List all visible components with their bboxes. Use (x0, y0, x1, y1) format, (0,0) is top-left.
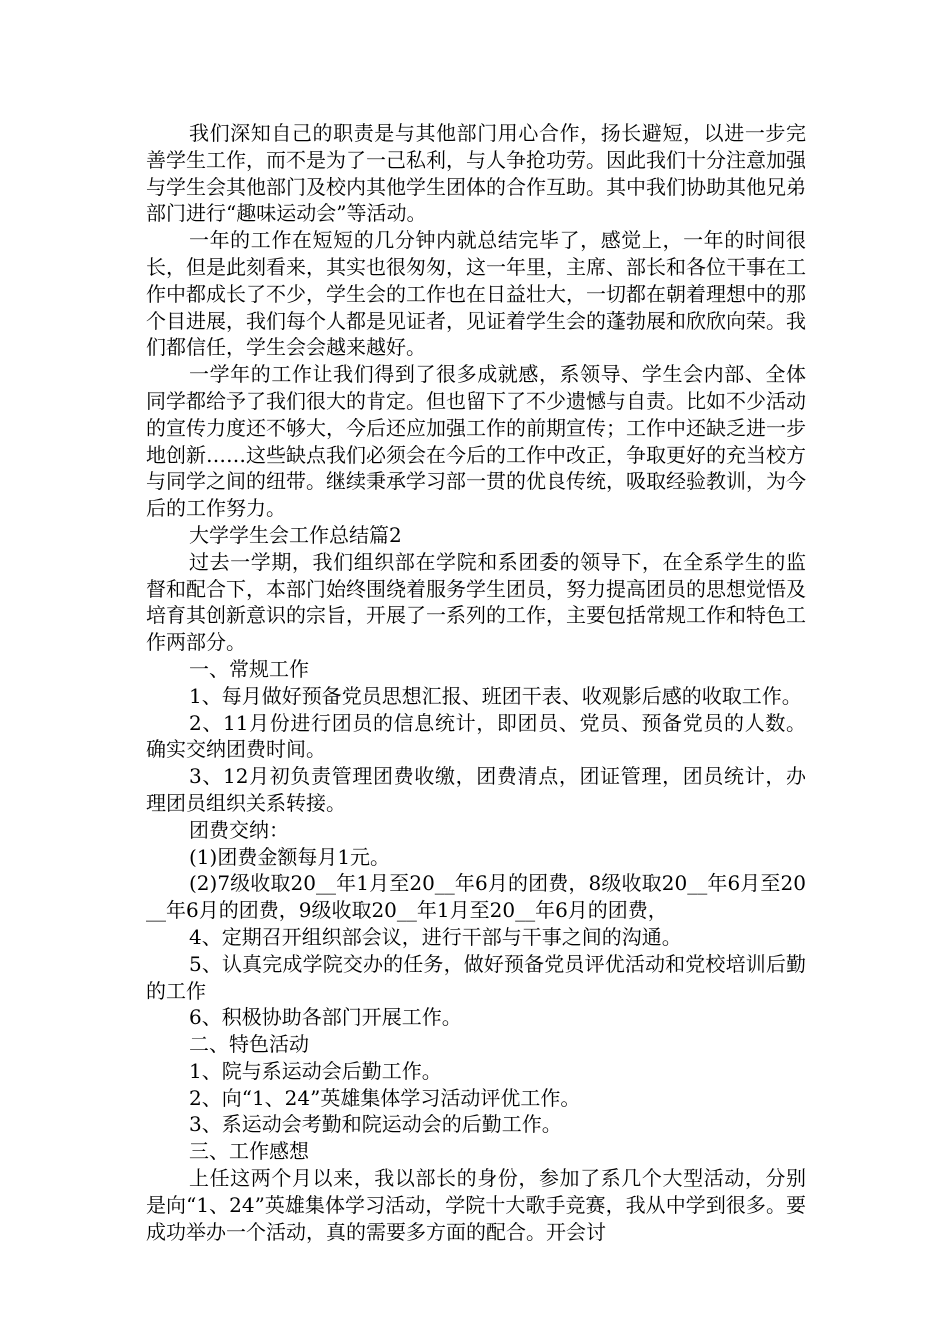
heading-fee-payment: 团费交纳： (189, 817, 289, 842)
section-title-part-2: 大学学生会工作总结篇2 (189, 522, 402, 547)
list-item-routine-4: 4、定期召开组织部会议，进行干部与干事之间的沟通。 (189, 924, 682, 949)
list-item-routine-6: 6、积极协助各部门开展工作。 (189, 1005, 462, 1030)
paragraph-achievements: 一学年的工作让我们得到了很多成就感，系领导、学生会内部、全体同学都给予了我们很大的肯定。但也留下了不少遗憾与自责。比如不少活动的宣传力度还不够大，今后还应加强工作的前期宣传；工作中还缺乏进一步地创新……这些缺点我们必须会在今后的工作中改正，争取更好的充当校方与同学之间的纽带。继续秉承学习部一贯的优良传统，吸取经验教训，为今后的工作努力。 (146, 362, 806, 521)
paragraph-intro: 过去一学期，我们组织部在学院和系团委的领导下，在全系学生的监督和配合下，本部门始终围绕着服务学生团员，努力提高团员的思想觉悟及培育其创新意识的宗旨，开展了一系列的工作，主要包括常规工作和特色工作两部分。 (146, 549, 806, 655)
paragraph-year-summary: 一年的工作在短短的几分钟内就总结完毕了，感觉上，一年的时间很长，但是此刻看来，其实也很匆匆，这一年里，主席、部长和各位干事在工作中都成长了不少，学生会的工作也在日益壮大，一切都在朝着理想中的那个目进展，我们每个人都是见证者，见证着学生会的蓬勃展和欣欣向荣。我们都信任，学生会会越来越好。 (146, 228, 806, 360)
heading-work-reflections: 三、工作感想 (189, 1139, 309, 1164)
document-page (146, 120, 806, 1245)
paragraph-cooperation: 我们深知自己的职责是与其他部门用心合作，扬长避短，以进一步完善学生工作，而不是为了一己私利，与人争抢功劳。因此我们十分注意加强与学生会其他部门及校内其他学生团体的合作互助。其中我们协助其他兄弟部门进行“趣味运动会”等活动。 (146, 121, 806, 226)
list-item-special-1: 1、院与系运动会后勤工作。 (189, 1058, 442, 1083)
fee-item-1: (1)团费金额每月1元。 (189, 844, 391, 869)
heading-special-activities: 二、特色活动 (189, 1032, 309, 1057)
list-item-special-3: 3、系运动会考勤和院运动会的后勤工作。 (189, 1112, 562, 1137)
paragraph-reflections: 上任这两个月以来，我以部长的身份，参加了系几个大型活动，分别是向“1、24”英雄集体学习活动，学院十大歌手竞赛，我从中学到很多。要成功举办一个活动，真的需要多方面的配合。开会讨 (146, 1166, 806, 1244)
list-item-special-2: 2、向“1、24”英雄集体学习活动评优工作。 (189, 1085, 581, 1110)
list-item-routine-5: 5、认真完成学院交办的任务，做好预备党员评优活动和党校培训后勤的工作 (146, 951, 806, 1003)
list-item-routine-1: 1、每月做好预备党员思想汇报、班团干表、收观影后感的收取工作。 (189, 683, 802, 708)
heading-routine-work: 一、常规工作 (189, 656, 309, 681)
list-item-routine-2: 2、11月份进行团员的信息统计，即团员、党员、预备党员的人数。确实交纳团费时间。 (146, 710, 806, 762)
fee-item-2: (2)7级收取20__年1月至20__年6月的团费，8级收取20__年6月至20__年6月的团费，9级收取20__年1月至20__年6月的团费， (146, 871, 806, 923)
list-item-routine-3: 3、12月初负责管理团费收缴，团费清点，团证管理，团员统计，办理团员组织关系转接。 (146, 764, 806, 815)
